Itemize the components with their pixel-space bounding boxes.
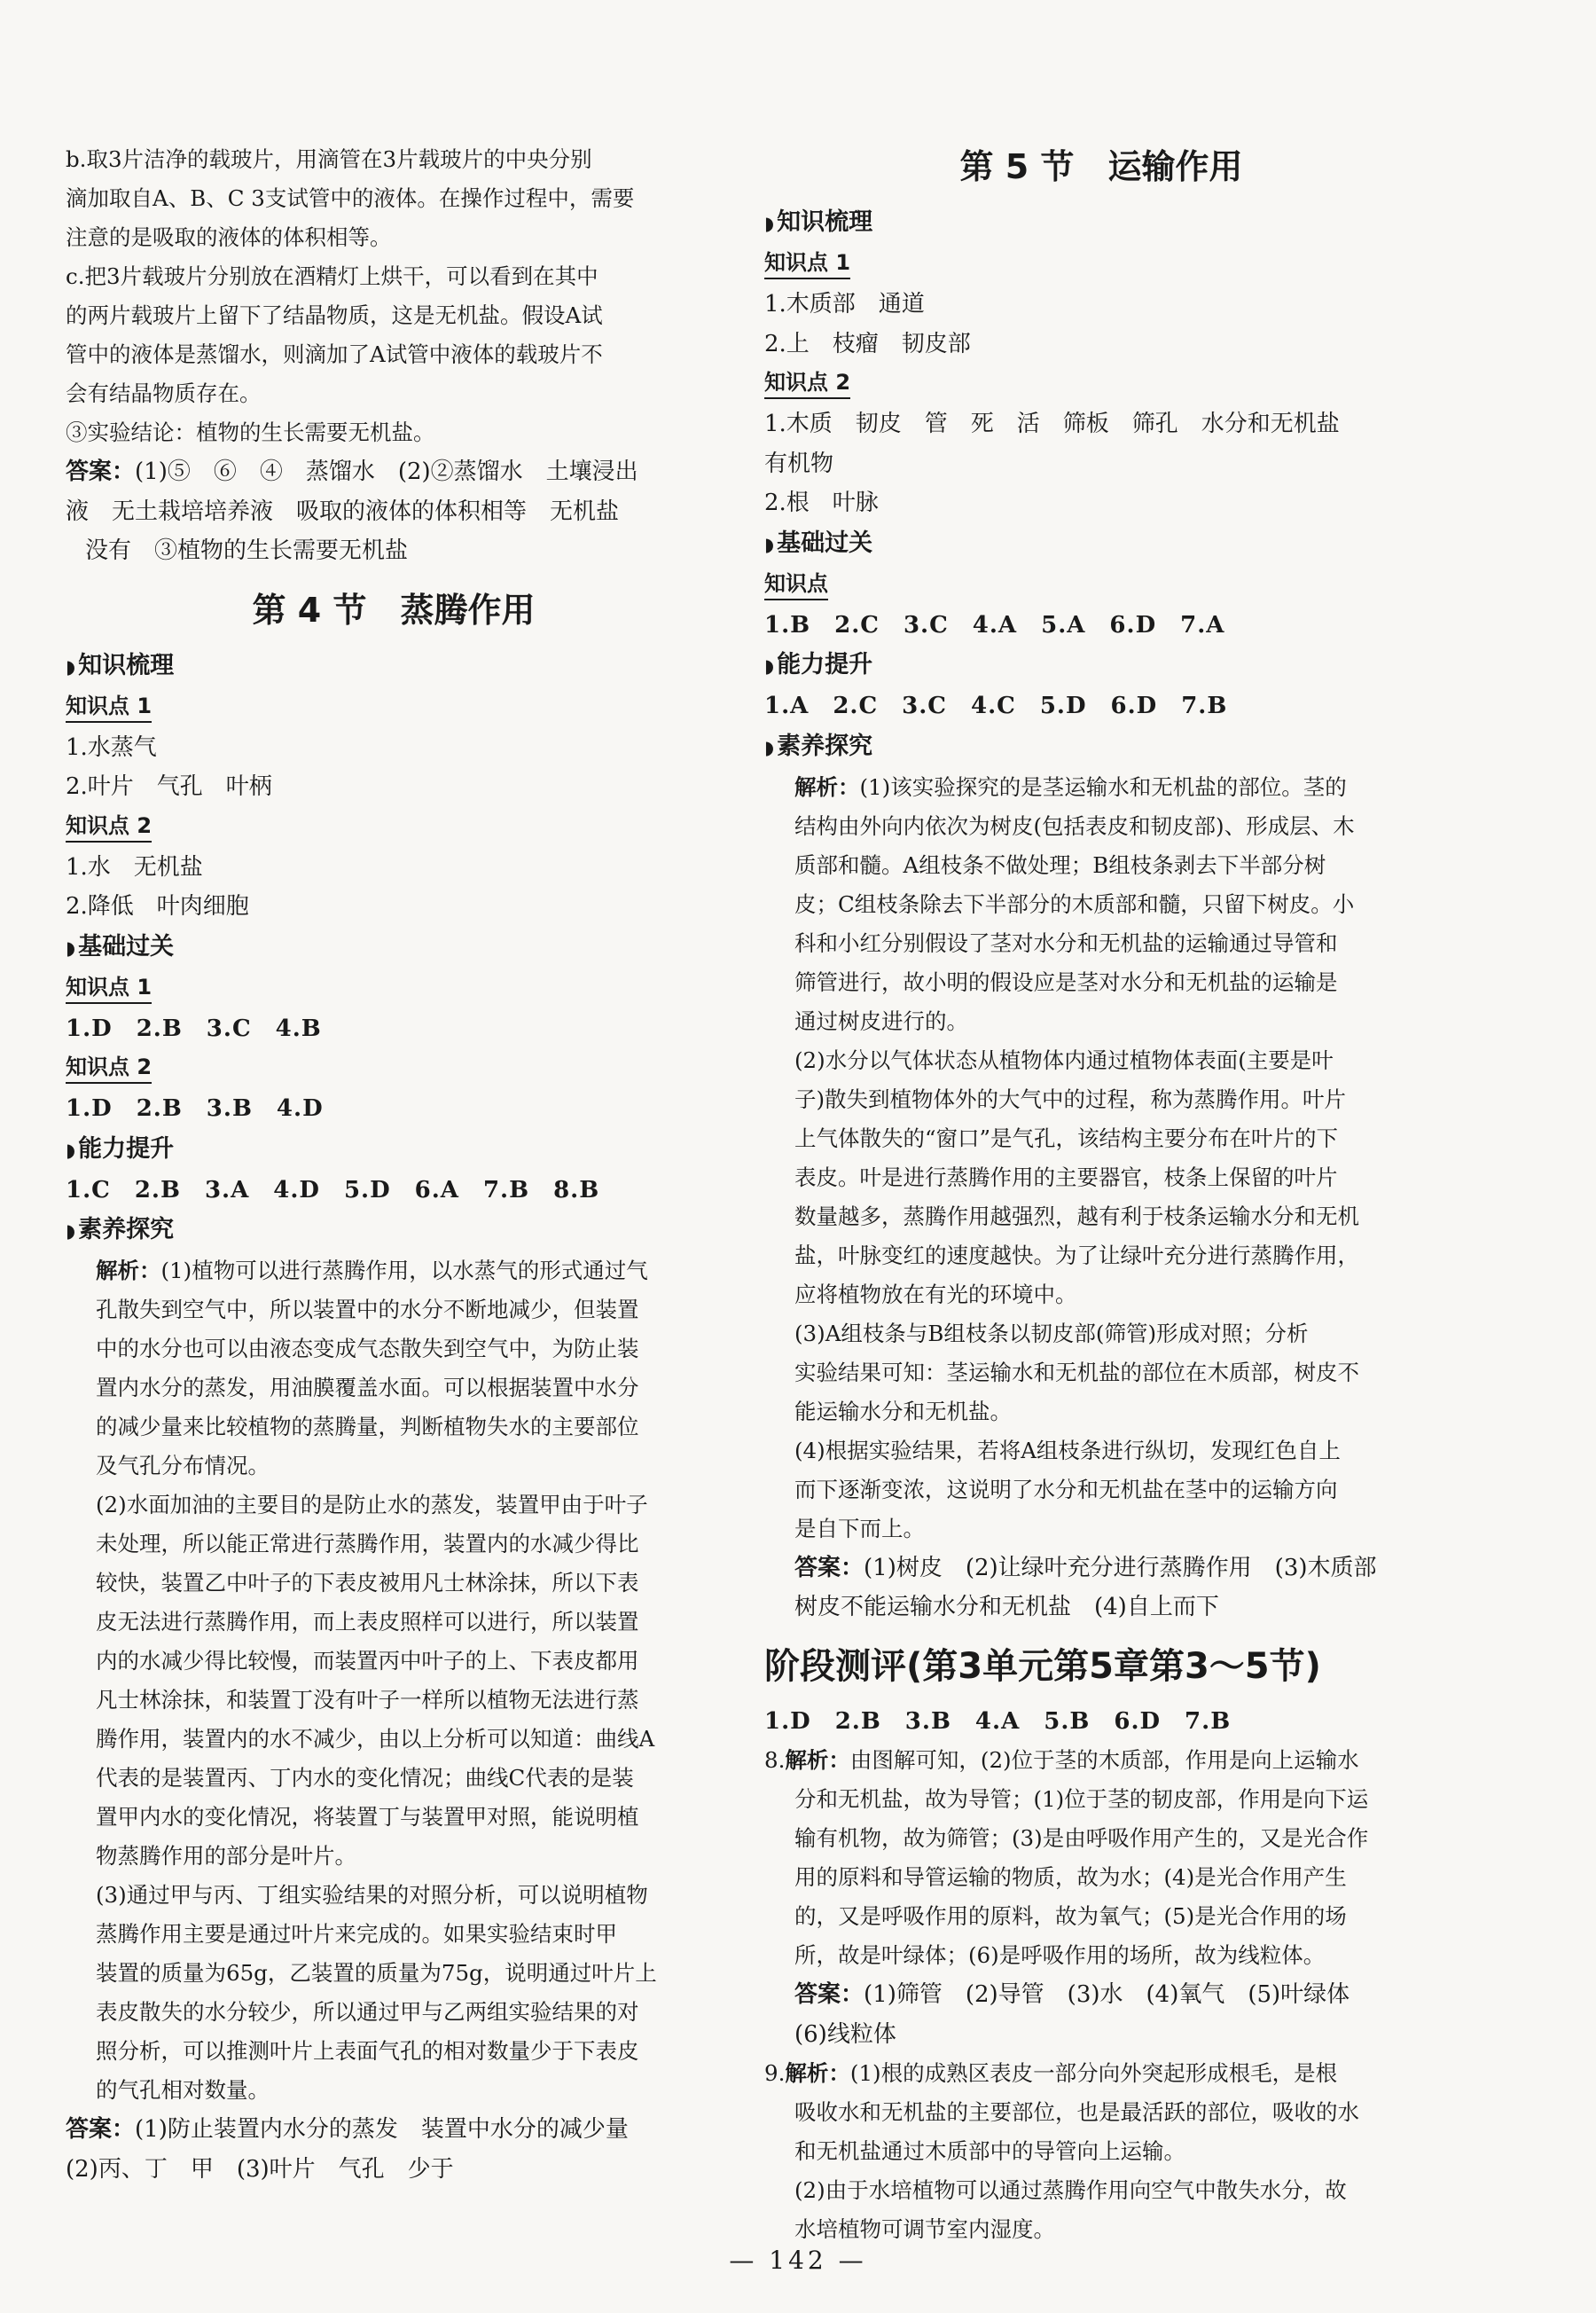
section-5-title: 第 5 节 运输作用 — [959, 147, 1243, 186]
text-line: 用的原料和导管运输的物质，故为水；(4)是光合作用产生 — [794, 1864, 1347, 1890]
text-line: 皮无法进行蒸腾作用，而上表皮照样可以进行，所以装置 — [96, 1609, 639, 1635]
text-line: 有机物 — [764, 450, 834, 477]
text-line: 筛管进行，故小明的假设应是茎对水分和无机盐的运输是 — [794, 968, 1338, 995]
knowledge-point-label: 知识点 — [764, 568, 828, 600]
text-line: (4)根据实验结果，若将A组枝条进行纵切，发现红色自上 — [794, 1437, 1341, 1463]
text-line: 2.上 枝瘤 韧皮部 — [764, 330, 971, 357]
knowledge-point-label: 知识点 2 — [764, 367, 850, 399]
section-marker-icon: ◗ — [66, 1139, 76, 1161]
text-line: 表皮散失的水分较少，所以通过甲与乙两组实验结果的对 — [96, 1999, 639, 2025]
section-4-title: 第 4 节 蒸腾作用 — [252, 590, 536, 630]
text-line: 的两片载玻片上留下了结晶物质，这是无机盐。假设A试 — [66, 302, 603, 328]
heading-knowledge: ◗ 知识梳理 — [764, 208, 873, 236]
analysis-label: 解析： — [96, 1258, 161, 1283]
text-line: 1.水蒸气 — [66, 733, 157, 761]
text-line: (1)植物可以进行蒸腾作用，以水蒸气的形式通过气 — [160, 1258, 648, 1283]
text-line: 通过树皮进行的。 — [794, 1008, 968, 1034]
text-line: 而下逐渐变浓，这说明了水分和无机盐在茎中的运输方向 — [794, 1476, 1338, 1502]
text-line: 未处理，所以能正常进行蒸腾作用，装置内的水减少得比 — [96, 1531, 639, 1556]
answer-label: 答案： — [66, 2116, 136, 2143]
text-line: 凡士林涂抹，和装置丁没有叶子一样所以植物无法进行蒸 — [96, 1687, 639, 1713]
text-line: 代表的是装置丙、丁内水的变化情况；曲线C代表的是装 — [96, 1765, 634, 1791]
text-line: 会有结晶物质存在。 — [66, 380, 262, 406]
heading-ability: ◗ 能力提升 — [66, 1134, 175, 1163]
section-marker-icon: ◗ — [66, 937, 76, 959]
knowledge-point-label: 知识点 2 — [66, 811, 152, 843]
question-number: 9. — [764, 2060, 786, 2086]
text-line: 滴加取自A、B、C 3支试管中的液体。在操作过程中，需要 — [66, 185, 635, 211]
section-marker-icon: ◗ — [764, 213, 775, 234]
page-number: — 142 — — [729, 2246, 867, 2275]
knowledge-point-label: 知识点 1 — [764, 247, 850, 279]
right-column — [764, 140, 1438, 2249]
text-line: 吸收水和无机盐的主要部位，也是最活跃的部位，吸收的水 — [794, 2099, 1359, 2125]
text-line: (2)水面加油的主要目的是防止水的蒸发，装置甲由于叶子 — [96, 1492, 648, 1517]
answer-label: 答案： — [66, 459, 136, 485]
answer-text: (1)⑤ ⑥ ④ 蒸馏水 (2)②蒸馏水 土壤浸出 — [135, 459, 638, 485]
answer-text: 没有 ③植物的生长需要无机盐 — [85, 537, 409, 564]
text-line: 蒸腾作用主要是通过叶片来完成的。如果实验结束时甲 — [96, 1921, 617, 1947]
text-line: 注意的是吸取的液体的体积相等。 — [66, 224, 392, 250]
text-line: 管中的液体是蒸馏水，则滴加了A试管中液体的载玻片不 — [66, 341, 603, 367]
text-line: 置内水分的蒸发，用油膜覆盖水面。可以根据装置中水分 — [96, 1375, 639, 1400]
answer-text: (1)筛管 (2)导管 (3)水 (4)氧气 (5)叶绿体 — [864, 1981, 1350, 2008]
heading-basic: ◗ 基础过关 — [764, 529, 873, 557]
text-line: 1.木质部 通道 — [764, 291, 925, 318]
left-top-text — [66, 140, 722, 452]
question-number: 8. — [764, 1747, 786, 1773]
text-line: 及气孔分布情况。 — [96, 1453, 270, 1478]
text-line: 置甲内水的变化情况，将装置丁与装置甲对照，能说明植 — [96, 1804, 639, 1830]
text-line: 孔散失到空气中，所以装置中的水分不断地减少，但装置 — [96, 1297, 639, 1322]
text-line: 由图解可知，(2)位于茎的木质部，作用是向上运输水 — [849, 1747, 1359, 1773]
top-answer — [66, 452, 722, 571]
text-line: 表皮。叶是进行蒸腾作用的主要器官，枝条上保留的叶片 — [794, 1164, 1338, 1190]
text-line: 的气孔相对数量。 — [96, 2077, 270, 2103]
text-line: 2.根 叶脉 — [764, 490, 879, 516]
answer-row: 1.A 2.C 3.C 4.C 5.D 6.D 7.B — [764, 693, 1228, 719]
text-line: 输有机物，故为筛管；(3)是由呼吸作用产生的，又是光合作 — [794, 1825, 1369, 1851]
text-line: ③实验结论：植物的生长需要无机盐。 — [66, 419, 435, 445]
answer-row: 1.C 2.B 3.A 4.D 5.D 6.A 7.B 8.B — [66, 1176, 600, 1204]
text-line: 1.木质 韧皮 管 死 活 筛板 筛孔 水分和无机盐 — [764, 411, 1340, 437]
knowledge-point-label: 知识点 1 — [66, 972, 152, 1004]
section-marker-icon: ◗ — [66, 1220, 76, 1242]
text-line: 是自下而上。 — [794, 1515, 925, 1541]
text-line: 子)散失到植物体外的大气中的过程，称为蒸腾作用。叶片 — [794, 1086, 1347, 1112]
answer-row: 1.B 2.C 3.C 4.A 5.A 6.D 7.A — [764, 611, 1225, 639]
text-line: (1)根的成熟区表皮一部分向外突起形成根毛，是根 — [849, 2060, 1338, 2086]
text-line: 结构由外向内依次为树皮(包括表皮和韧皮部)、形成层、木 — [794, 812, 1355, 839]
text-line: 和无机盐通过木质部中的导管向上运输。 — [794, 2138, 1185, 2164]
text-line: 质部和髓。A组枝条不做处理；B组枝条剥去下半部分树 — [794, 851, 1326, 878]
text-line: 2.叶片 气孔 叶柄 — [66, 773, 272, 800]
heading-explore: ◗ 素养探究 — [66, 1216, 175, 1243]
text-line: 较快，装置乙中叶子的下表皮被用凡士林涂抹，所以下表 — [96, 1570, 639, 1596]
heading-basic: ◗ 基础过关 — [66, 932, 175, 960]
analysis-label: 解析： — [794, 773, 860, 800]
answer-label: 答案： — [794, 1554, 864, 1581]
knowledge-point-label: 知识点 1 — [66, 691, 152, 723]
answer-text: (6)线粒体 — [794, 2020, 896, 2048]
text-line: 水培植物可调节室内湿度。 — [794, 2216, 1055, 2242]
text-line: 物蒸腾作用的部分是叶片。 — [96, 1843, 356, 1869]
analysis-label: 解析： — [785, 1747, 850, 1773]
text-line: 皮；C组枝条除去下半部分的木质部和髓，只留下树皮。小 — [794, 890, 1355, 917]
answer-text: (2)丙、丁 甲 (3)叶片 气孔 少于 — [66, 2155, 454, 2183]
text-line: 腾作用，装置内的水不减少，由以上分析可以知道：曲线A — [96, 1726, 655, 1752]
text-line: (1)该实验探究的是茎运输水和无机盐的部位。茎的 — [859, 773, 1347, 800]
text-line: (2)水分以气体状态从植物体内通过植物体表面(主要是叶 — [794, 1047, 1334, 1073]
section-marker-icon: ◗ — [764, 736, 775, 758]
stage-test-title: 阶段测评(第3单元第5章第3～5节) — [764, 1645, 1321, 1687]
heading-knowledge: ◗ 知识梳理 — [66, 651, 175, 679]
text-line: 1.水 无机盐 — [66, 853, 203, 881]
section-marker-icon: ◗ — [764, 533, 775, 555]
text-line: (3)通过甲与丙、丁组实验结果的对照分析，可以说明植物 — [96, 1882, 648, 1908]
text-line: 中的水分也可以由液态变成气态散失到空气中，为防止装 — [96, 1336, 639, 1361]
text-line: 装置的质量为65g，乙装置的质量为75g，说明通过叶片上 — [96, 1960, 657, 1986]
answer-text: (1)树皮 (2)让绿叶充分进行蒸腾作用 (3)木质部 — [864, 1554, 1377, 1581]
answer-row: 1.D 2.B 3.B 4.D — [66, 1095, 324, 1122]
text-line: 盐，叶脉变红的速度越快。为了让绿叶充分进行蒸腾作用， — [794, 1242, 1359, 1268]
text-line: 能运输水分和无机盐。 — [794, 1398, 1012, 1424]
text-line: 内的水减少得比较慢，而装置丙中叶子的上、下表皮都用 — [96, 1648, 639, 1674]
text-line: 分和无机盐，故为导管；(1)位于茎的韧皮部，作用是向下运 — [794, 1786, 1369, 1812]
answer-row: 1.D 2.B 3.B 4.A 5.B 6.D 7.B — [764, 1707, 1232, 1735]
answer-row: 1.D 2.B 3.C 4.B — [66, 1015, 322, 1042]
text-line: 数量越多，蒸腾作用越强烈，越有利于枝条运输水分和无机 — [794, 1203, 1359, 1229]
answer-text: 液 无土栽培培养液 吸取的液体的体积相等 无机盐 — [66, 498, 620, 525]
text-line: 的，又是呼吸作用的原料，故为氧气；(5)是光合作用的场 — [794, 1903, 1347, 1929]
text-line: 上气体散失的“窗口”是气孔，该结构主要分布在叶片的下 — [794, 1125, 1339, 1151]
section-marker-icon: ◗ — [764, 655, 775, 677]
text-line: 照分析，可以推测叶片上表面气孔的相对数量少于下表皮 — [96, 2038, 639, 2064]
answer-text: (1)防止装置内水分的蒸发 装置中水分的减少量 — [135, 2116, 629, 2143]
heading-ability: ◗ 能力提升 — [764, 651, 873, 678]
heading-explore: ◗ 素养探究 — [764, 732, 873, 760]
section-marker-icon: ◗ — [66, 655, 76, 678]
text-line: 的减少量来比较植物的蒸腾量，判断植物失水的主要部位 — [96, 1414, 639, 1439]
knowledge-point-label: 知识点 2 — [66, 1052, 152, 1084]
text-line: c.把3片载玻片分别放在酒精灯上烘干，可以看到在其中 — [66, 263, 598, 289]
text-line: 所，故是叶绿体；(6)是呼吸作用的场所，故为线粒体。 — [794, 1942, 1326, 1968]
text-line: 科和小红分别假设了茎对水分和无机盐的运输通过导管和 — [794, 929, 1338, 956]
text-line: (2)由于水培植物可以通过蒸腾作用向空气中散失水分，故 — [794, 2177, 1347, 2203]
answer-text: 树皮不能运输水分和无机盐 (4)自上而下 — [794, 1594, 1219, 1620]
text-line: 2.降低 叶肉细胞 — [66, 893, 249, 920]
text-line: 实验结果可知：茎运输水和无机盐的部位在木质部，树皮不 — [794, 1359, 1359, 1385]
text-line: 应将植物放在有光的环境中。 — [794, 1281, 1077, 1307]
analysis-label: 解析： — [785, 2060, 850, 2086]
answer-label: 答案： — [794, 1981, 864, 2008]
left-column — [66, 140, 722, 2189]
text-line: b.取3片洁净的载玻片，用滴管在3片载玻片的中央分别 — [66, 146, 592, 172]
text-line: (3)A组枝条与B组枝条以韧皮部(筛管)形成对照；分析 — [794, 1320, 1309, 1346]
